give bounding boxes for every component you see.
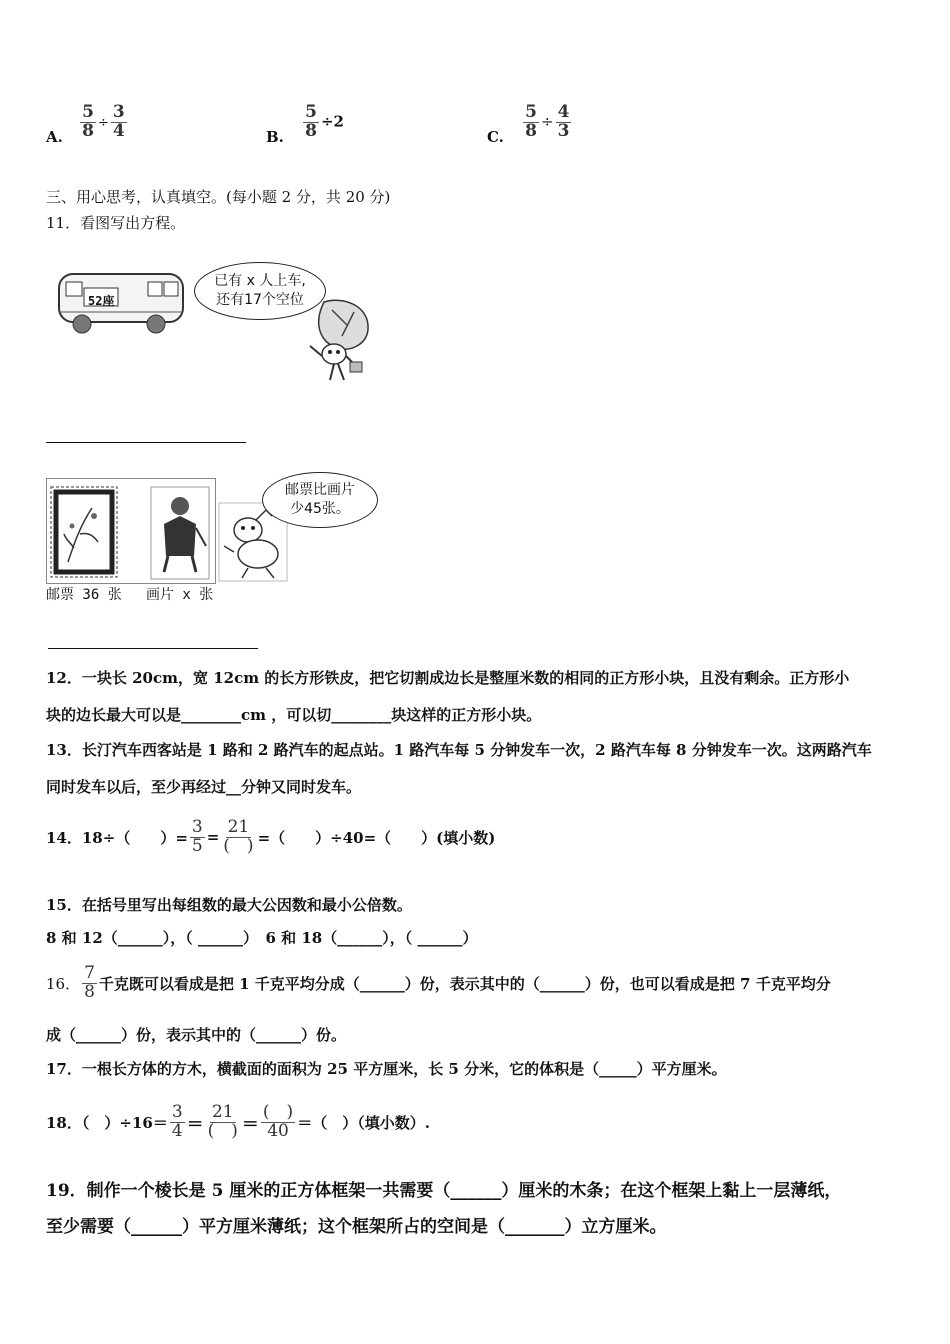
q18-fraction-1: $\frac{3}{4}$ bbox=[171, 1101, 183, 1141]
option-a-fraction-2: $\frac{3}{4}$ bbox=[112, 102, 125, 141]
option-c-fraction-1: $\frac{5}{8}$ bbox=[525, 102, 537, 141]
q18-fraction-2: $\frac{21}{( )}$ bbox=[207, 1101, 238, 1141]
q13-line-2: 同时发车以后，至少再经过__分钟又同时发车。 bbox=[46, 778, 362, 796]
picture-card-illustration bbox=[150, 486, 210, 580]
q18-prefix: 18．（ ）÷16＝ bbox=[46, 1113, 168, 1132]
answer-line-1 bbox=[46, 442, 246, 443]
bubble-2-line-1: 邮票比画片 bbox=[285, 482, 355, 499]
bubble-1-line-2: 还有17个空位 bbox=[216, 292, 304, 308]
bus-illustration bbox=[56, 268, 186, 336]
option-c-operator: ÷ bbox=[540, 112, 554, 131]
q14-suffix: =（ ）÷40=（ ）(填小数) bbox=[257, 828, 496, 847]
q15-line-2: 8 和 12（______），（ ______） 6 和 18（______），（ ______） bbox=[46, 929, 478, 947]
q12-line-2: 块的边长最大可以是________cm ，可以切________块这样的正方形小块。 bbox=[46, 706, 542, 724]
q16-prefix: 16． bbox=[46, 974, 81, 993]
q18-equals-2: ＝ bbox=[241, 1114, 259, 1135]
q18-fraction-3: $\frac{( )}{40}$ bbox=[262, 1101, 294, 1141]
q15-text: 15．在括号里写出每组数的最大公因数和最小公倍数。 bbox=[46, 896, 412, 914]
q19-line-2: 至少需要（______）平方厘米薄纸；这个框架所占的空间是（_______）立方厘米。 bbox=[46, 1217, 667, 1237]
option-b bbox=[266, 104, 344, 146]
q11-text: 11．看图写出方程。 bbox=[46, 214, 186, 232]
cartoon-character-1 bbox=[304, 296, 376, 386]
q17-text: 17．一根长方体的方木，横截面的面积为 25 平方厘米，长 5 分米，它的体积是（_____）平方厘米。 bbox=[46, 1060, 727, 1078]
option-c-label: C. bbox=[487, 128, 504, 146]
q14 bbox=[46, 810, 495, 864]
option-b-tail: ÷2 bbox=[320, 112, 344, 131]
answer-line-2 bbox=[48, 648, 258, 649]
option-c-fraction-2: $\frac{4}{3}$ bbox=[557, 102, 570, 141]
q18-equals-1: ＝ bbox=[186, 1114, 204, 1135]
caption-pictures: 画片 x 张 bbox=[146, 587, 214, 603]
q16-line-1 bbox=[46, 956, 831, 1010]
q16-text-1: 千克既可以看成是把 1 千克平均分成（______）份，表示其中的（______）份，也可以看成是把 7 千克平均分 bbox=[98, 974, 831, 993]
option-b-label: B. bbox=[266, 128, 284, 146]
option-c bbox=[487, 104, 573, 146]
option-a-fraction-1: $\frac{5}{8}$ bbox=[82, 102, 94, 141]
bubble-1-line-1: 已有 x 人上车, bbox=[214, 273, 306, 290]
option-a-operator: ÷ bbox=[97, 115, 109, 131]
bubble-2-line-2: 少45张。 bbox=[290, 501, 350, 517]
q14-prefix: 14．18÷（ ）= bbox=[46, 828, 188, 847]
q13-line-1: 13．长汀汽车西客站是 1 路和 2 路汽车的起点站。1 路汽车每 5 分钟发车一次，2 路汽车每 8 分钟发车一次。这两路汽车 bbox=[46, 741, 872, 759]
speech-bubble-2 bbox=[262, 472, 378, 528]
q14-equals: = bbox=[206, 828, 220, 846]
bus-label: 52座 bbox=[88, 294, 115, 308]
q14-fraction-2: $\frac{21}{( )}$ bbox=[223, 816, 254, 856]
q16-fraction: $\frac{7}{8}$ bbox=[84, 962, 95, 1002]
stamp-illustration bbox=[50, 486, 118, 578]
caption-stamps: 邮票 36 张 bbox=[46, 587, 122, 603]
option-b-fraction: $\frac{5}{8}$ bbox=[305, 102, 317, 141]
option-a-label: A. bbox=[46, 128, 63, 146]
q19-line-1: 19．制作一个棱长是 5 厘米的正方体框架一共需要（______）厘米的木条；在这个框架上黏上一层薄纸， bbox=[46, 1181, 842, 1201]
option-a bbox=[46, 104, 129, 146]
q12-line-1: 12．一块长 20cm，宽 12cm 的长方形铁皮，把它切割成边长是整厘米数的相同的正方形小块，且没有剩余。正方形小 bbox=[46, 669, 850, 687]
section-heading: 三、用心思考，认真填空。(每小题 2 分，共 20 分) bbox=[46, 188, 391, 206]
q16-line-2: 成（______）份，表示其中的（______）份。 bbox=[46, 1026, 347, 1044]
q14-fraction-1: $\frac{3}{5}$ bbox=[191, 816, 203, 856]
q18-suffix: ＝（ ）（填小数）. bbox=[297, 1113, 430, 1132]
q18 bbox=[46, 1092, 430, 1152]
